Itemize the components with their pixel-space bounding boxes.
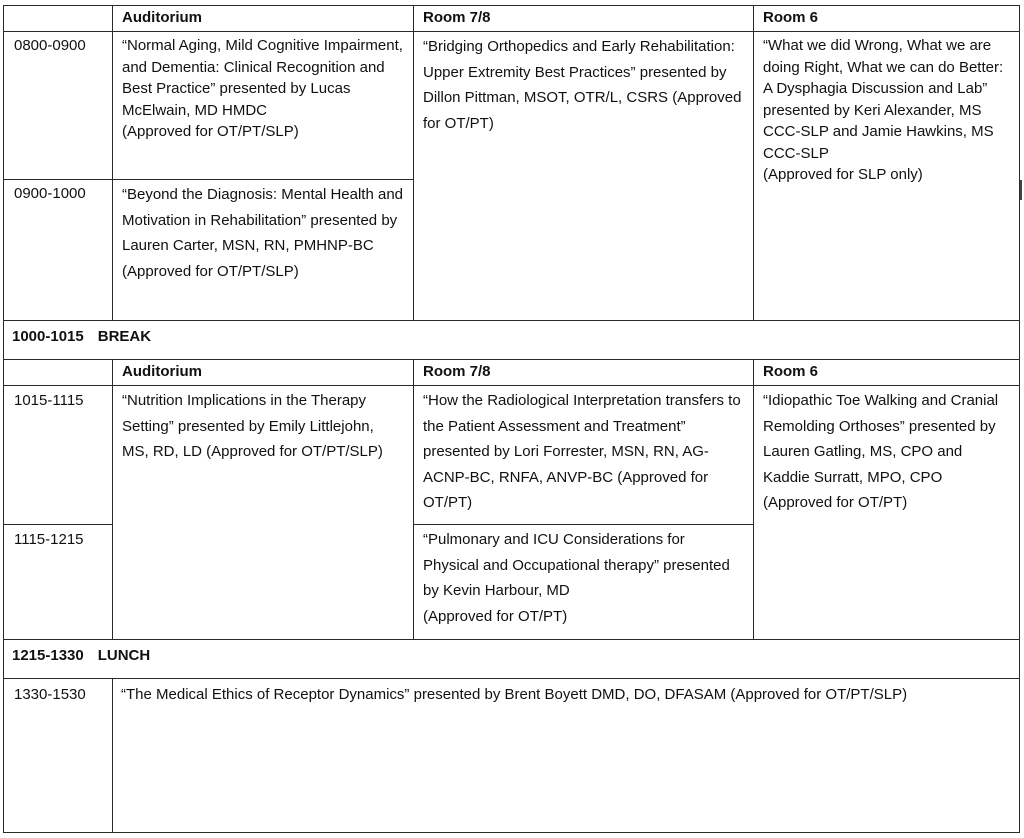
header-room-6: Room 6 bbox=[753, 5, 1020, 32]
time-slot: 0800-0900 bbox=[3, 31, 113, 180]
header-auditorium: Auditorium bbox=[112, 359, 414, 386]
session-room78-1115 bbox=[413, 524, 754, 640]
header-blank bbox=[3, 5, 113, 32]
break-row bbox=[3, 320, 1020, 360]
session-text: “Bridging Orthopedics and Early Rehabilitation: Upper Extremity Best Practices” presented by Dillon Pittman, MSOT, OTR/L, CSRS (Approved for OT/PT) bbox=[423, 38, 742, 132]
session-room6-0800 bbox=[753, 31, 1020, 321]
session-room78-0800 bbox=[413, 31, 754, 321]
session-text: “What we did Wrong, What we are doing Right, What we can do Better: A Dysphagia Discussion and Lab” presented by Keri Alexander, MS CCC-SLP and Jamie Hawkins, MS CCC-SLP bbox=[763, 37, 1004, 162]
time-slot: 1015-1115 bbox=[3, 385, 113, 525]
page-edge-mark bbox=[1020, 180, 1022, 200]
session-auditorium-0900 bbox=[112, 179, 414, 321]
header-auditorium: Auditorium bbox=[112, 5, 414, 32]
approval-note: (Approved for OT/PT) bbox=[423, 607, 568, 625]
schedule-table bbox=[3, 5, 1020, 833]
header-room-6: Room 6 bbox=[753, 359, 1020, 386]
header-room-7-8: Room 7/8 bbox=[413, 359, 754, 386]
lunch-time: 1215-1330 bbox=[12, 647, 84, 664]
approval-note: (Approved for SLP only) bbox=[763, 166, 923, 183]
lunch-row bbox=[3, 639, 1020, 679]
time-slot: 1330-1530 bbox=[3, 678, 113, 833]
header-room-7-8: Room 7/8 bbox=[413, 5, 754, 32]
session-text: “How the Radiological Interpretation transfers to the Patient Assessment and Treatment” presented by Lori Forrester, MSN, RN, AG-ACNP-BC, RNFA, ANVP-BC (Approved for OT/PT) bbox=[423, 392, 741, 511]
session-text: “The Medical Ethics of Receptor Dynamics” presented by Brent Boyett DMD, DO, DFASAM (Approved for OT/PT/SLP) bbox=[121, 686, 908, 703]
break-label: BREAK bbox=[97, 328, 152, 345]
header-blank bbox=[3, 359, 113, 386]
session-text: “Idiopathic Toe Walking and Cranial Remolding Orthoses” presented by Lauren Gatling, MS, CPO and Kaddie Surratt, MPO, CPO (Approved for OT/PT) bbox=[763, 392, 999, 511]
lunch-label: LUNCH bbox=[97, 647, 151, 664]
approval-note: (Approved for OT/PT/SLP) bbox=[122, 123, 299, 140]
session-text: “Normal Aging, Mild Cognitive Impairment, and Dementia: Clinical Recognition and Best Practice” presented by Lucas McElwain, MD HMDC bbox=[122, 37, 403, 119]
time-slot: 1115-1215 bbox=[3, 524, 113, 640]
session-room6-1015 bbox=[753, 385, 1020, 640]
session-auditorium-1015 bbox=[112, 385, 414, 640]
session-auditorium-1330 bbox=[112, 678, 1020, 833]
session-room78-1015 bbox=[413, 385, 754, 525]
session-auditorium-0800 bbox=[112, 31, 414, 180]
session-text: “Nutrition Implications in the Therapy Setting” presented by Emily Littlejohn, MS, RD, LD (Approved for OT/PT/SLP) bbox=[122, 392, 383, 460]
time-slot: 0900-1000 bbox=[3, 179, 113, 321]
approval-note: (Approved for OT/PT/SLP) bbox=[122, 262, 299, 280]
session-text: “Beyond the Diagnosis: Mental Health and Motivation in Rehabilitation” presented by Lauren Carter, MSN, RN, PMHNP-BC bbox=[122, 186, 404, 254]
break-time: 1000-1015 bbox=[12, 328, 84, 345]
session-text: “Pulmonary and ICU Considerations for Physical and Occupational therapy” presented by Kevin Harbour, MD bbox=[423, 531, 730, 599]
